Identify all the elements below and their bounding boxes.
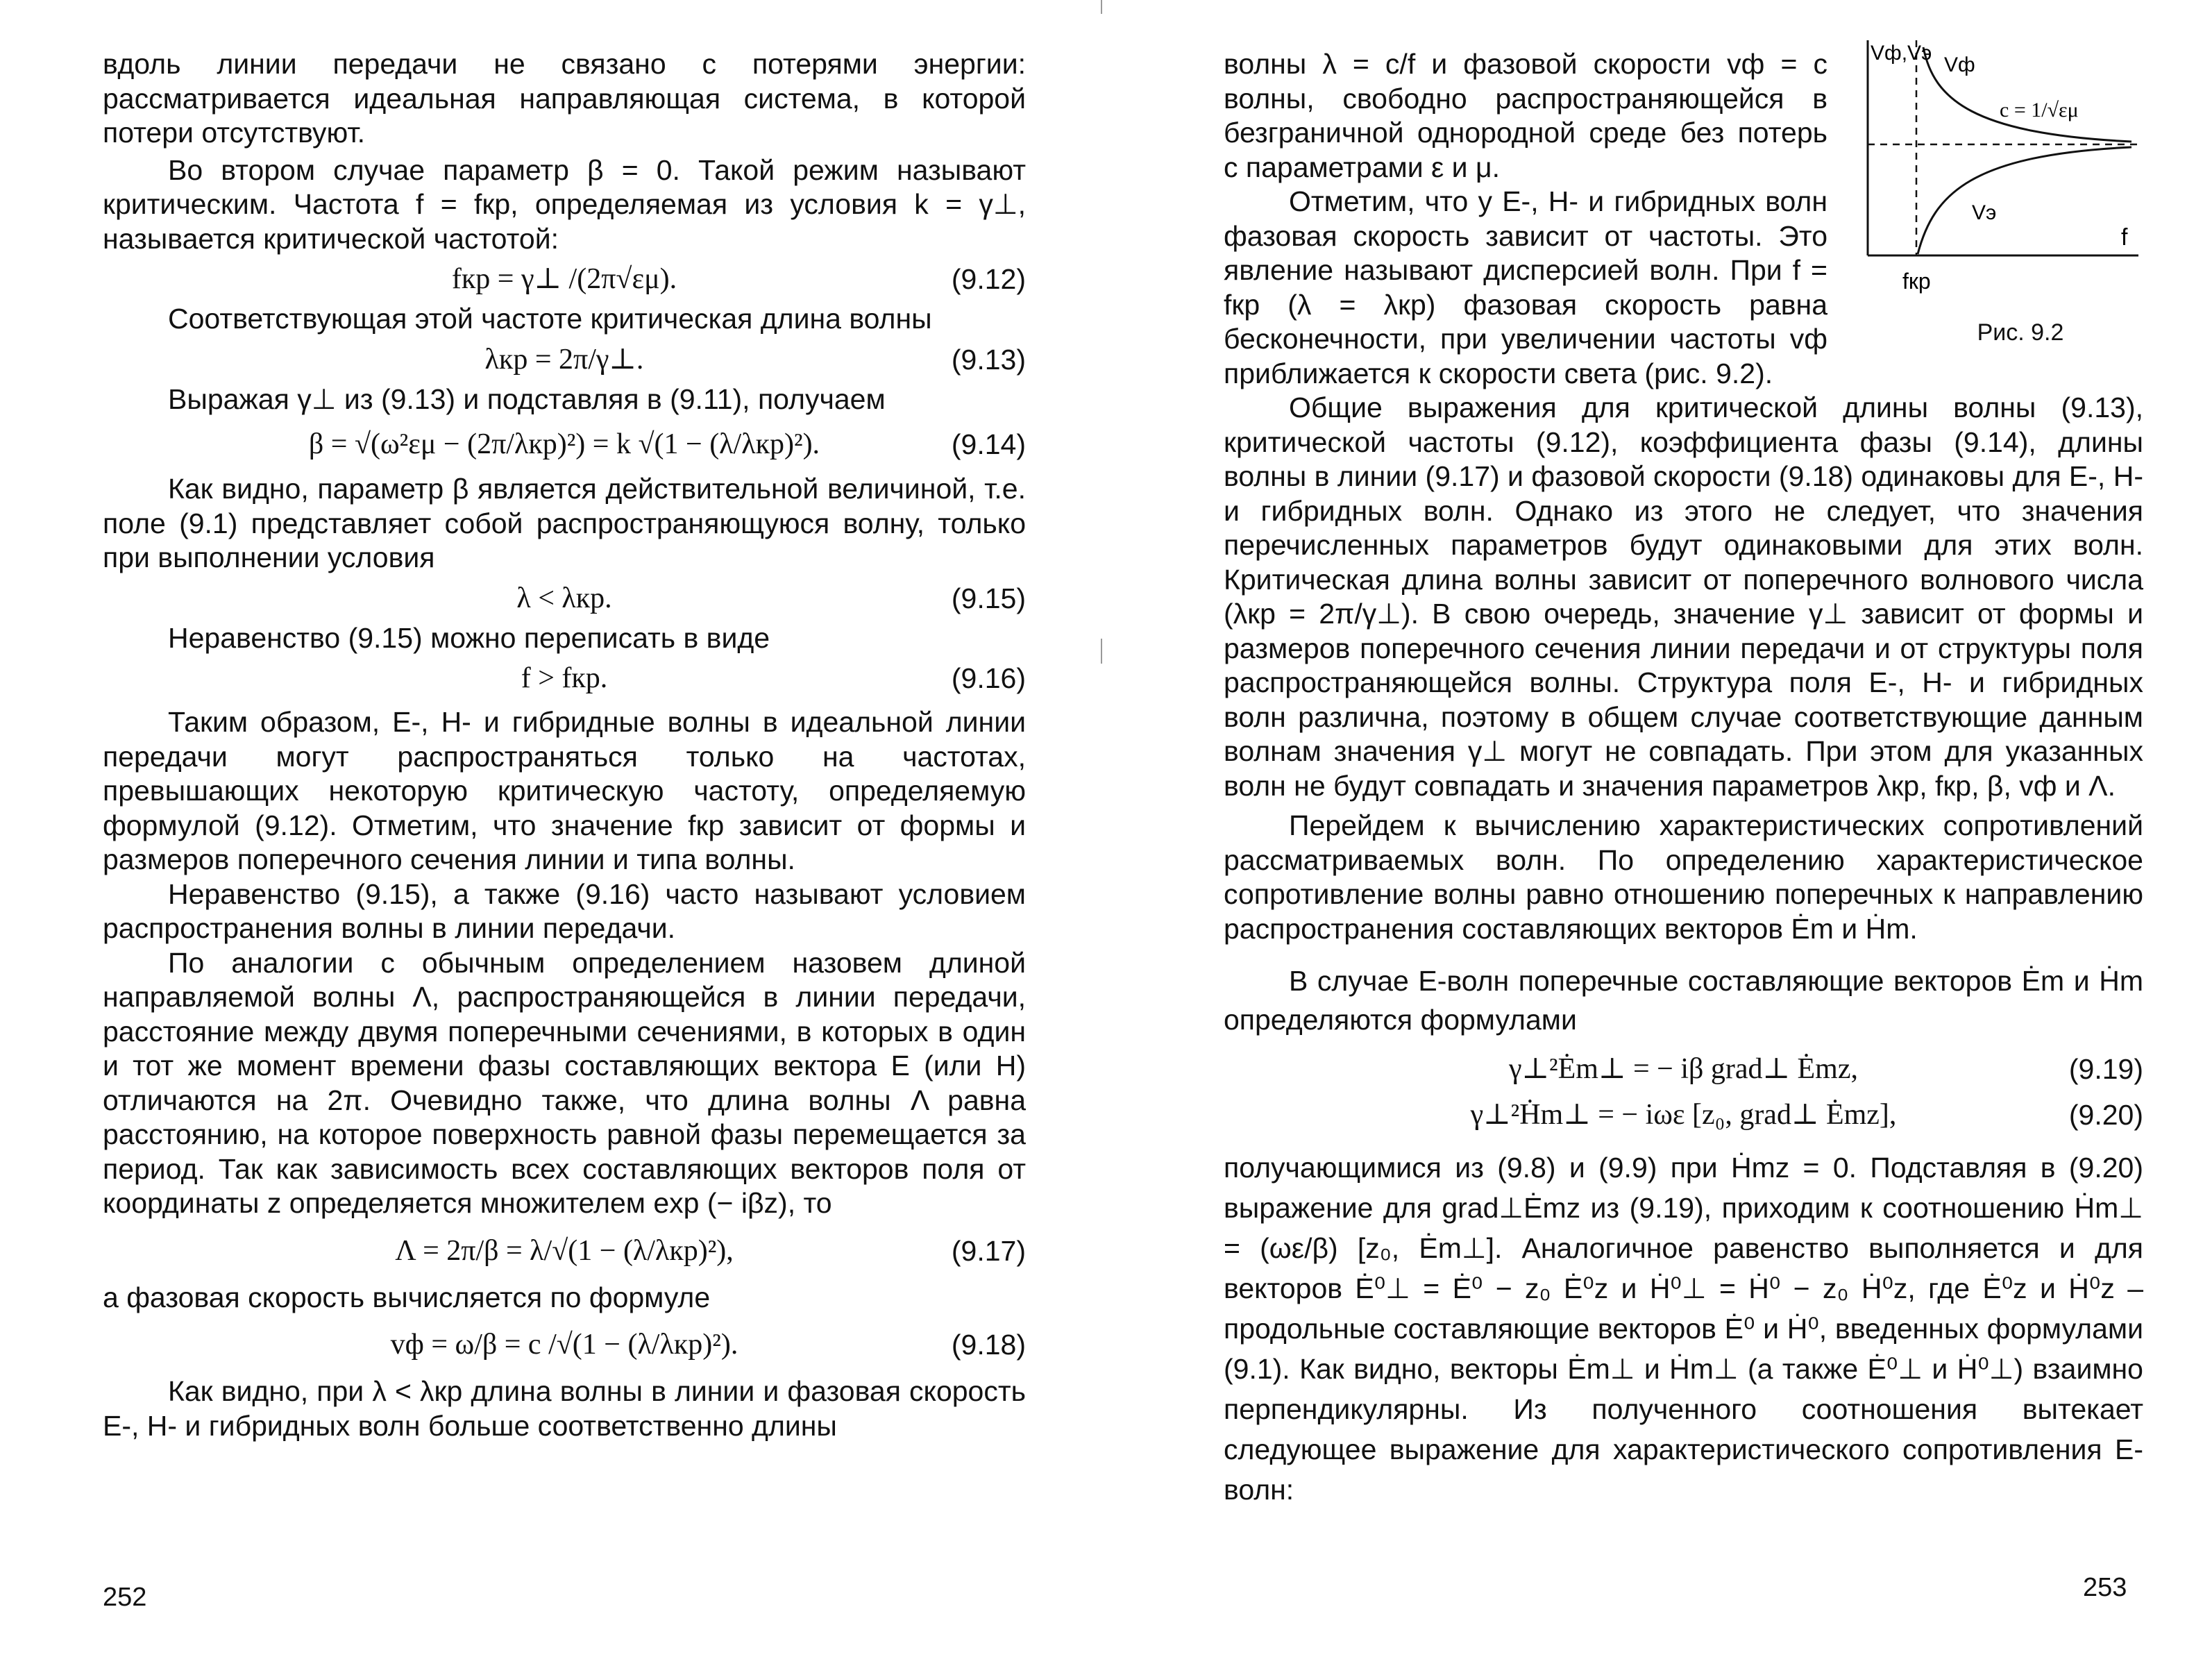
paragraph: Выражая γ⊥ из (9.13) и подставляя в (9.11), получаем <box>168 382 886 415</box>
paragraph: вдоль линии передачи не связано с потерями энергии: рассматривается идеальная направляющая система, в которой потери отсутствуют. <box>103 48 1026 149</box>
equation-9-19: γ⊥²Ėm⊥ = − iβ grad⊥ Ėmz, (9.19) <box>1509 1053 2143 1085</box>
equation-9-16: f > fкр. (9.16) <box>521 662 1026 694</box>
equation-9-15: λ < λкр. (9.15) <box>516 582 1026 614</box>
figure-caption: Рис. 9.2 <box>1977 319 2064 346</box>
paragraph: Как видно, параметр β является действительной величиной, т.е. поле (9.1) представляет собой распространяющуюся волну, только при выполнении условия <box>103 473 1026 573</box>
page-number: 252 <box>103 1583 147 1612</box>
equation-9-14: β = √(ω²εμ − (2π/λкр)²) = k √(1 − (λ/λкр)²). (9.14) <box>308 428 1026 460</box>
paragraph: Как видно, при λ < λкр длина волны в линии и фазовая скорость E-, H- и гибридных волн больше соответственно длины <box>103 1375 1026 1442</box>
equation-9-18: vф = ω/β = c /√(1 − (λ/λкр)²). (9.18) <box>390 1329 1026 1361</box>
paragraph: Неравенство (9.15), а также (9.16) часто называют условием распространения волны в линии передачи. <box>103 877 1026 944</box>
asymptote-label: c = 1/√εμ <box>2000 99 2079 121</box>
paragraph: получающимися из (9.8) и (9.9) при Ḣmz = 0. Подставляя в (9.20) выражение для grad⊥Ėmz из (9.19), приходим к соотношению Ḣm⊥ = (ωε/β) [z₀, Ėm⊥]. Аналогичное равенство выполняется и для векторов Ė⁰⊥ = Ė⁰ − z₀ Ė⁰z и Ḣ⁰⊥ = Ḣ⁰ − z₀ Ḣ⁰z, где Ė⁰z и Ḣ⁰z – продольные составляющие векторов Ė⁰ и Ḣ⁰, введенных формулами (9.1). Как видно, векторы Ėm⊥ и Ḣm⊥ (а также Ė⁰⊥ и Ḣ⁰⊥) взаимно перпендикулярны. Из полученного соотношения вытекает следующее выражение для характеристического сопротивления E-волн: <box>1224 1152 2143 1506</box>
right-text-column <box>1224 47 2143 1510</box>
x-axis-label: f <box>2121 224 2128 251</box>
left-text-column <box>103 47 1026 1443</box>
paragraph: В случае E-волн поперечные составляющие векторов Ėm и Ḣm определяются формулами <box>1224 965 2143 1036</box>
paragraph: Соответствующая этой частоте критическая длина волны <box>168 303 932 335</box>
paragraph: Отметим, что у E-, H- и гибридных волн фазовая скорость зависит от частоты. Это явление называют дисперсией волн. При f = fкр (λ = λкр) фазовая скорость равна бесконечности, при увеличении частоты vф приближается к скорости света (рис. 9.2). <box>1224 185 1827 389</box>
gutter-mark <box>1101 0 1102 14</box>
group-velocity-label: Vэ <box>1972 201 1997 224</box>
right-page <box>1106 0 2212 1666</box>
equation-9-20: γ⊥²Ḣm⊥ = − iωε [z₀, grad⊥ Ėmz], (9.20) <box>1470 1099 2143 1131</box>
equation-9-13: λкр = 2π/γ⊥. (9.13) <box>484 343 1026 376</box>
paragraph: Перейдем к вычислению характеристических сопротивлений рассматриваемых волн. По определению характеристическое сопротивление волны равно отношению поперечных к направлению распространения составляющих векторов Ėm и Ḣm. <box>1224 809 2143 945</box>
paragraph: Неравенство (9.15) можно переписать в виде <box>168 621 770 654</box>
page-number: 253 <box>2083 1573 2127 1602</box>
equation-9-17: Λ = 2π/β = λ/√(1 − (λ/λкр)²), (9.17) <box>395 1234 1026 1267</box>
paragraph: По аналогии с обычным определением назовем длиной направляемой волны Λ, распространяющейся в линии передачи, расстояние между двумя поперечными сечениями, в которых в один и тот же момент времени фазы составляющих вектора E (или H) отличаются на 2π. Очевидно также, что длина волны Λ равна расстоянию, на которое поверхность равной фазы перемещается за период. Так как зависимость всех составляющих векторов поля от координаты z определяется множителем exp (− iβz), то <box>103 946 1026 1219</box>
paragraph: а фазовая скорость вычисляется по формуле <box>103 1281 711 1313</box>
cutoff-label: fкр <box>1902 269 1931 294</box>
phase-velocity-label: Vф <box>1944 53 1975 76</box>
paragraph: Общие выражения для критической длины волны (9.13), критической частоты (9.12), коэффициента фазы (9.14), длины волны в линии (9.17) и фазовой скорости (9.18) одинаковы для E-, H- и гибридных волн. Однако из этого не следует, что значения перечисленных параметров будут одинаковыми для этих волн. Критическая длина волны зависит от поперечного волнового числа (λкр = 2π/γ⊥). В свою очередь, значение γ⊥ зависит от формы и размеров поперечного сечения линии передачи и от структуры поля распространяющейся волны. Структура поля E-, H- и гибридных волн различна, поэтому в общем случае соответствующие данным волнам значения γ⊥ могут не совпадать. При этом для указанных волн не будут совпадать и значения параметров λкр, fкр, β, vф и Λ. <box>1224 392 2143 802</box>
gutter-mark <box>1101 639 1102 664</box>
paragraph: волны λ = c/f и фазовой скорости vф = c волны, свободно распространяющейся в безграничной однородной среде без потерь с параметрами ε и μ. <box>1224 48 1827 183</box>
paragraph: Таким образом, E-, H- и гибридные волны в идеальной линии передачи могут распространяться только на частотах, превышающих некоторую критическую частоту, определяемую формулой (9.12). Отметим, что значение fкр зависит от формы и размеров поперечного сечения линии и типа волны. <box>103 706 1026 875</box>
paragraph: Во втором случае параметр β = 0. Такой режим называют критическим. Частота f = fкр, определяемая из условия k = γ⊥, называется критической частотой: <box>103 153 1026 255</box>
y-axis-label: Vф,Vэ <box>1871 42 1932 65</box>
equation-9-12: fкр = γ⊥ /(2π√εμ). (9.12) <box>451 263 1026 295</box>
